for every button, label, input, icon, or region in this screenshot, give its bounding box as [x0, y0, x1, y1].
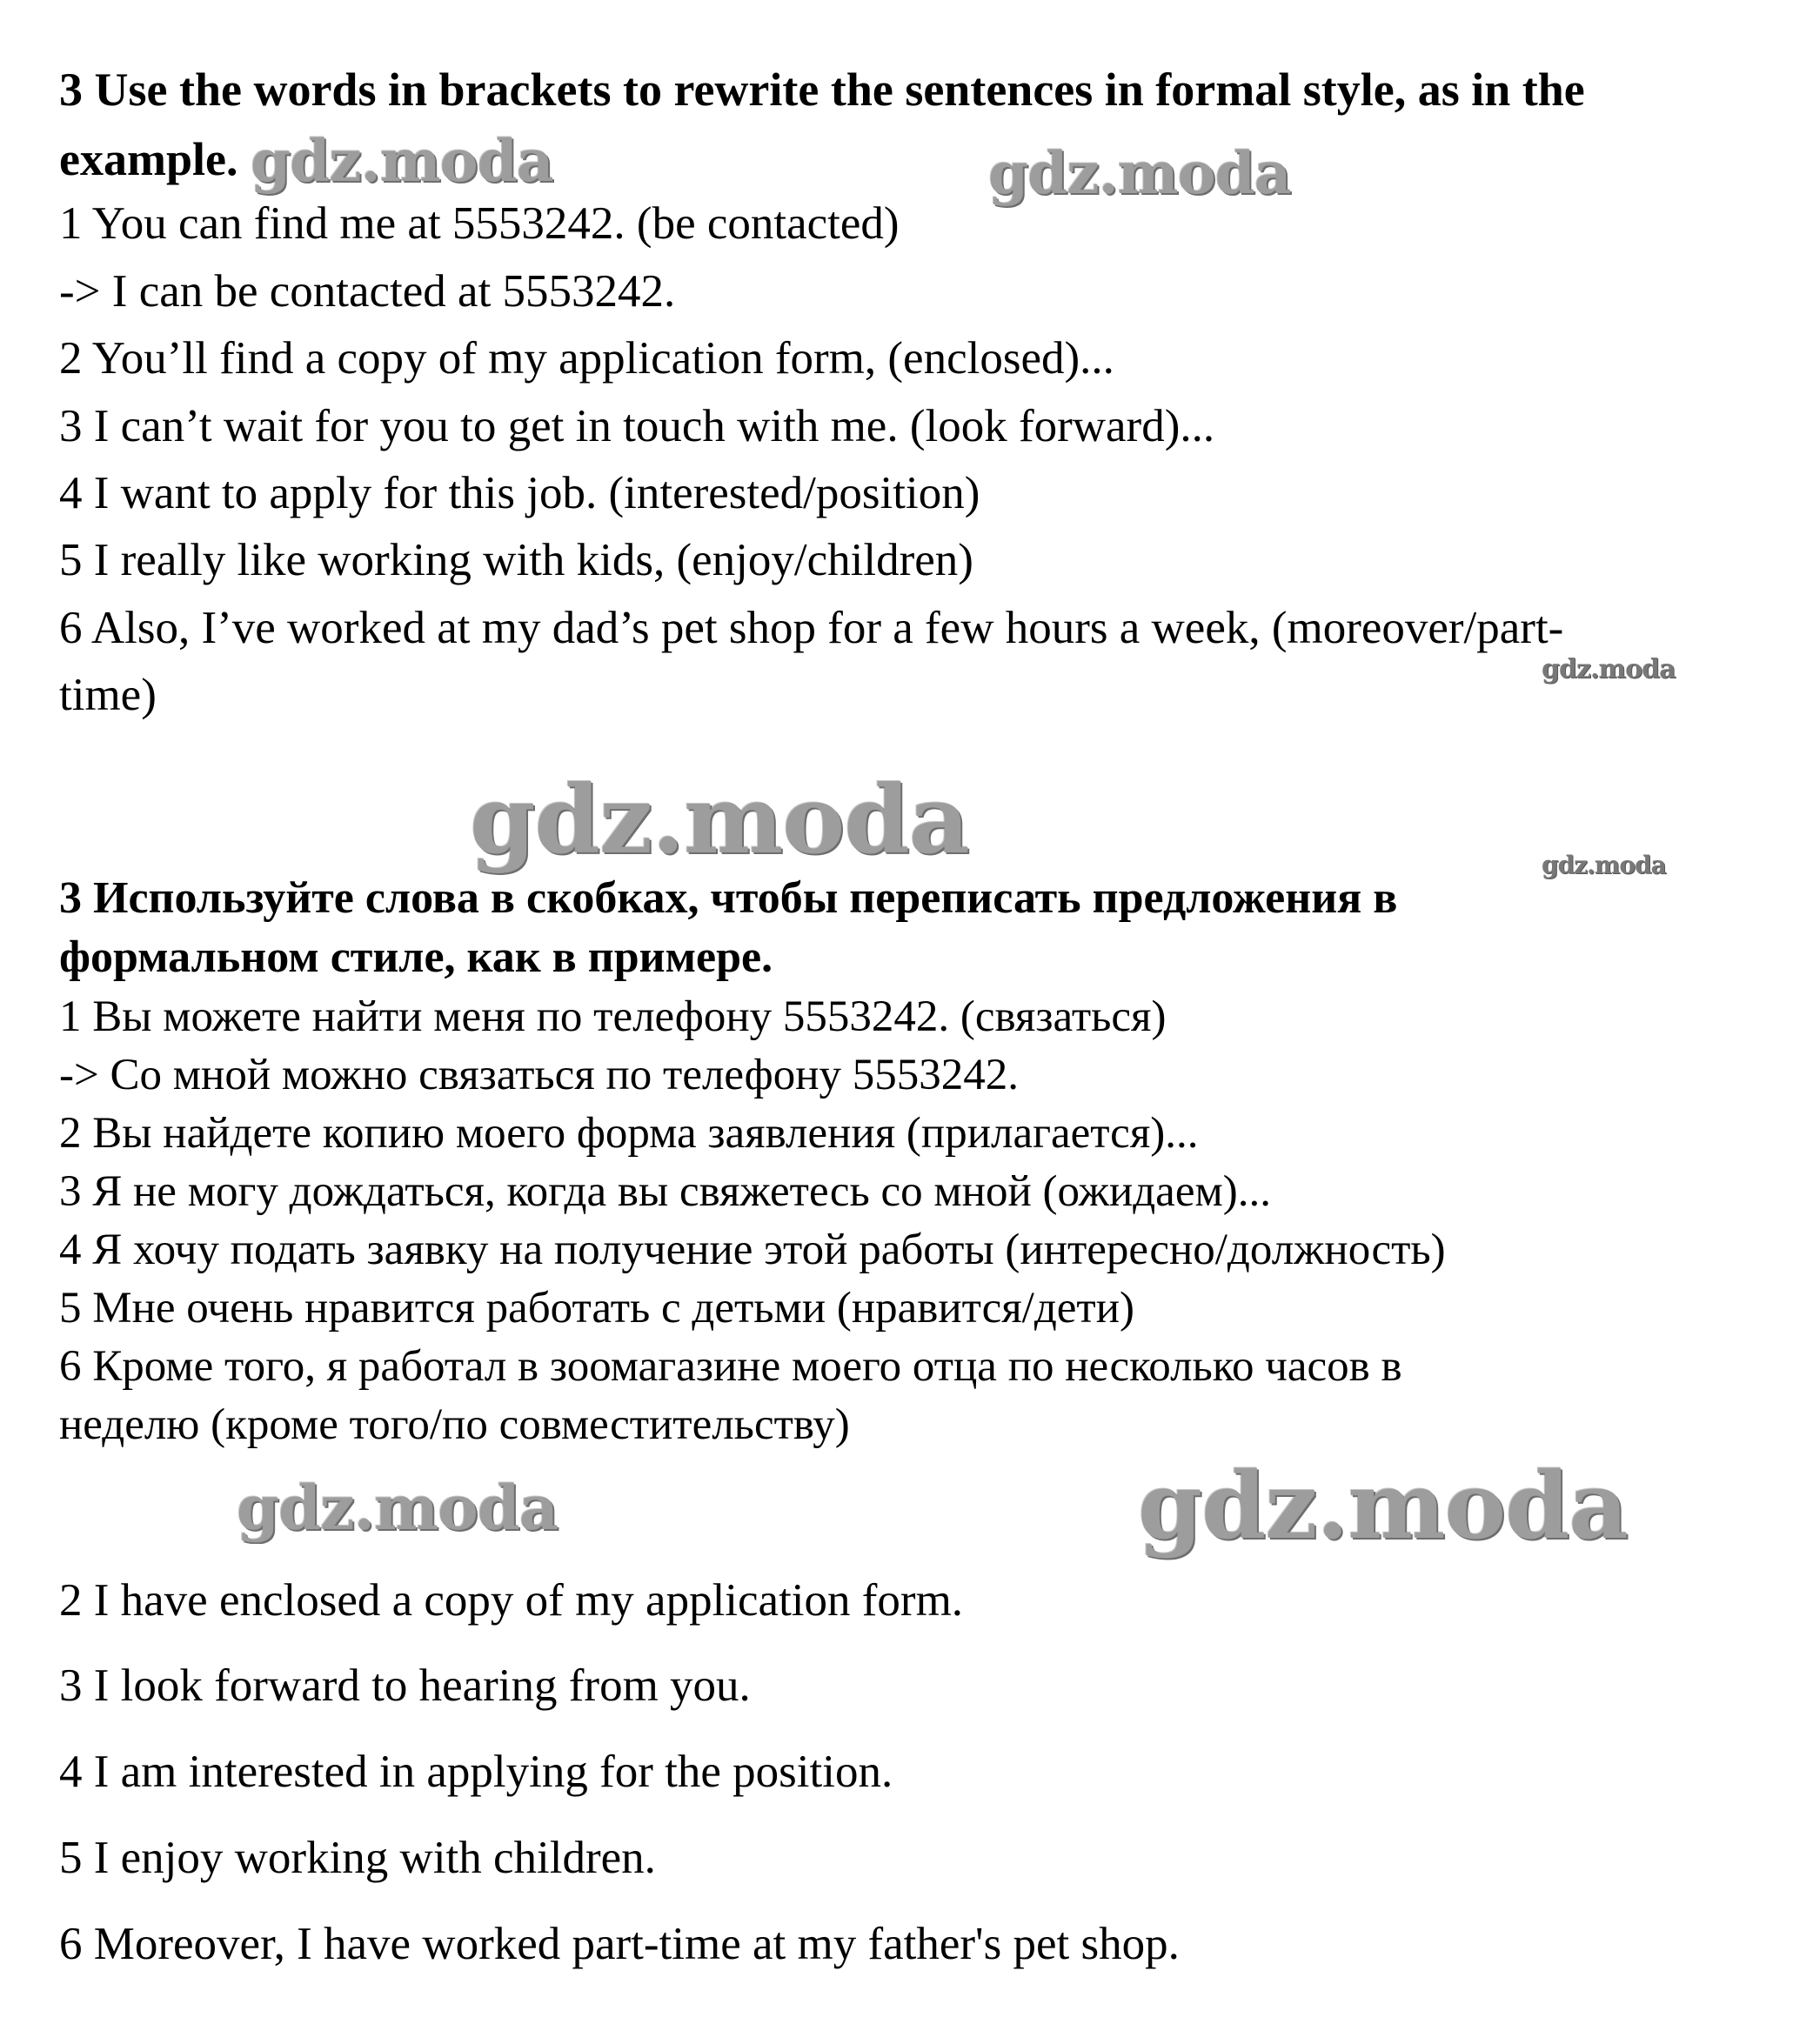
russian-task-heading-line1: 3 Используйте слова в скобках, чтобы переписать предложения в	[59, 873, 1398, 923]
english-example-answer: -> I can be contacted at 5553242.	[59, 266, 676, 317]
watermark: gdz.moda	[251, 127, 553, 195]
russian-item-continuation: неделю (кроме того/по совместительству)	[59, 1400, 850, 1449]
answer-item: 6 Moreover, I have worked part-time at my father's pet shop.	[59, 1919, 1180, 1969]
watermark: gdz.moda	[1138, 1451, 1628, 1560]
answer-item: 2 I have enclosed a copy of my application form.	[59, 1575, 964, 1626]
russian-item: 5 Мне очень нравится работать с детьми (нравится/дети)	[59, 1284, 1134, 1333]
english-item-continuation: time)	[59, 670, 157, 720]
russian-example-answer: -> Со мной можно связаться по телефону 5553242.	[59, 1051, 1020, 1099]
answer-item: 4 I am interested in applying for the position.	[59, 1747, 893, 1797]
russian-item: 1 Вы можете найти меня по телефону 5553242. (связаться)	[59, 992, 1167, 1041]
watermark: gdz.moda	[1542, 851, 1666, 879]
watermark: gdz.moda	[988, 139, 1291, 207]
russian-item: 3 Я не могу дождаться, когда вы свяжетесь со мной (ожидаем)...	[59, 1167, 1271, 1216]
answer-item: 5 I enjoy working with children.	[59, 1833, 656, 1883]
english-item: 4 I want to apply for this job. (interested/position)	[59, 468, 980, 518]
english-item: 1 You can find me at 5553242. (be contacted)	[59, 198, 900, 249]
watermark: gdz.moda	[470, 765, 969, 875]
english-item: 5 I really like working with kids, (enjoy/children)	[59, 535, 973, 585]
english-item: 3 I can’t wait for you to get in touch with me. (look forward)...	[59, 401, 1215, 451]
english-item: 2 You’ll find a copy of my application form, (enclosed)...	[59, 333, 1114, 384]
russian-task-heading-line2: формальном стиле, как в примере.	[59, 932, 773, 982]
english-item: 6 Also, I’ve worked at my dad’s pet shop for a few hours a week, (moreover/part-	[59, 603, 1564, 653]
watermark: gdz.moda	[237, 1472, 559, 1544]
russian-item: 2 Вы найдете копию моего форма заявления (прилагается)...	[59, 1109, 1199, 1158]
english-task-heading-line2: example.	[59, 133, 238, 185]
russian-item: 6 Кроме того, я работал в зоомагазине моего отца по несколько часов в	[59, 1342, 1402, 1391]
english-task-heading-line1: 3 Use the words in brackets to rewrite the sentences in formal style, as in the	[59, 63, 1585, 116]
russian-item: 4 Я хочу подать заявку на получение этой работы (интересно/должность)	[59, 1226, 1446, 1274]
answer-item: 3 I look forward to hearing from you.	[59, 1660, 751, 1711]
watermark: gdz.moda	[1542, 654, 1676, 685]
